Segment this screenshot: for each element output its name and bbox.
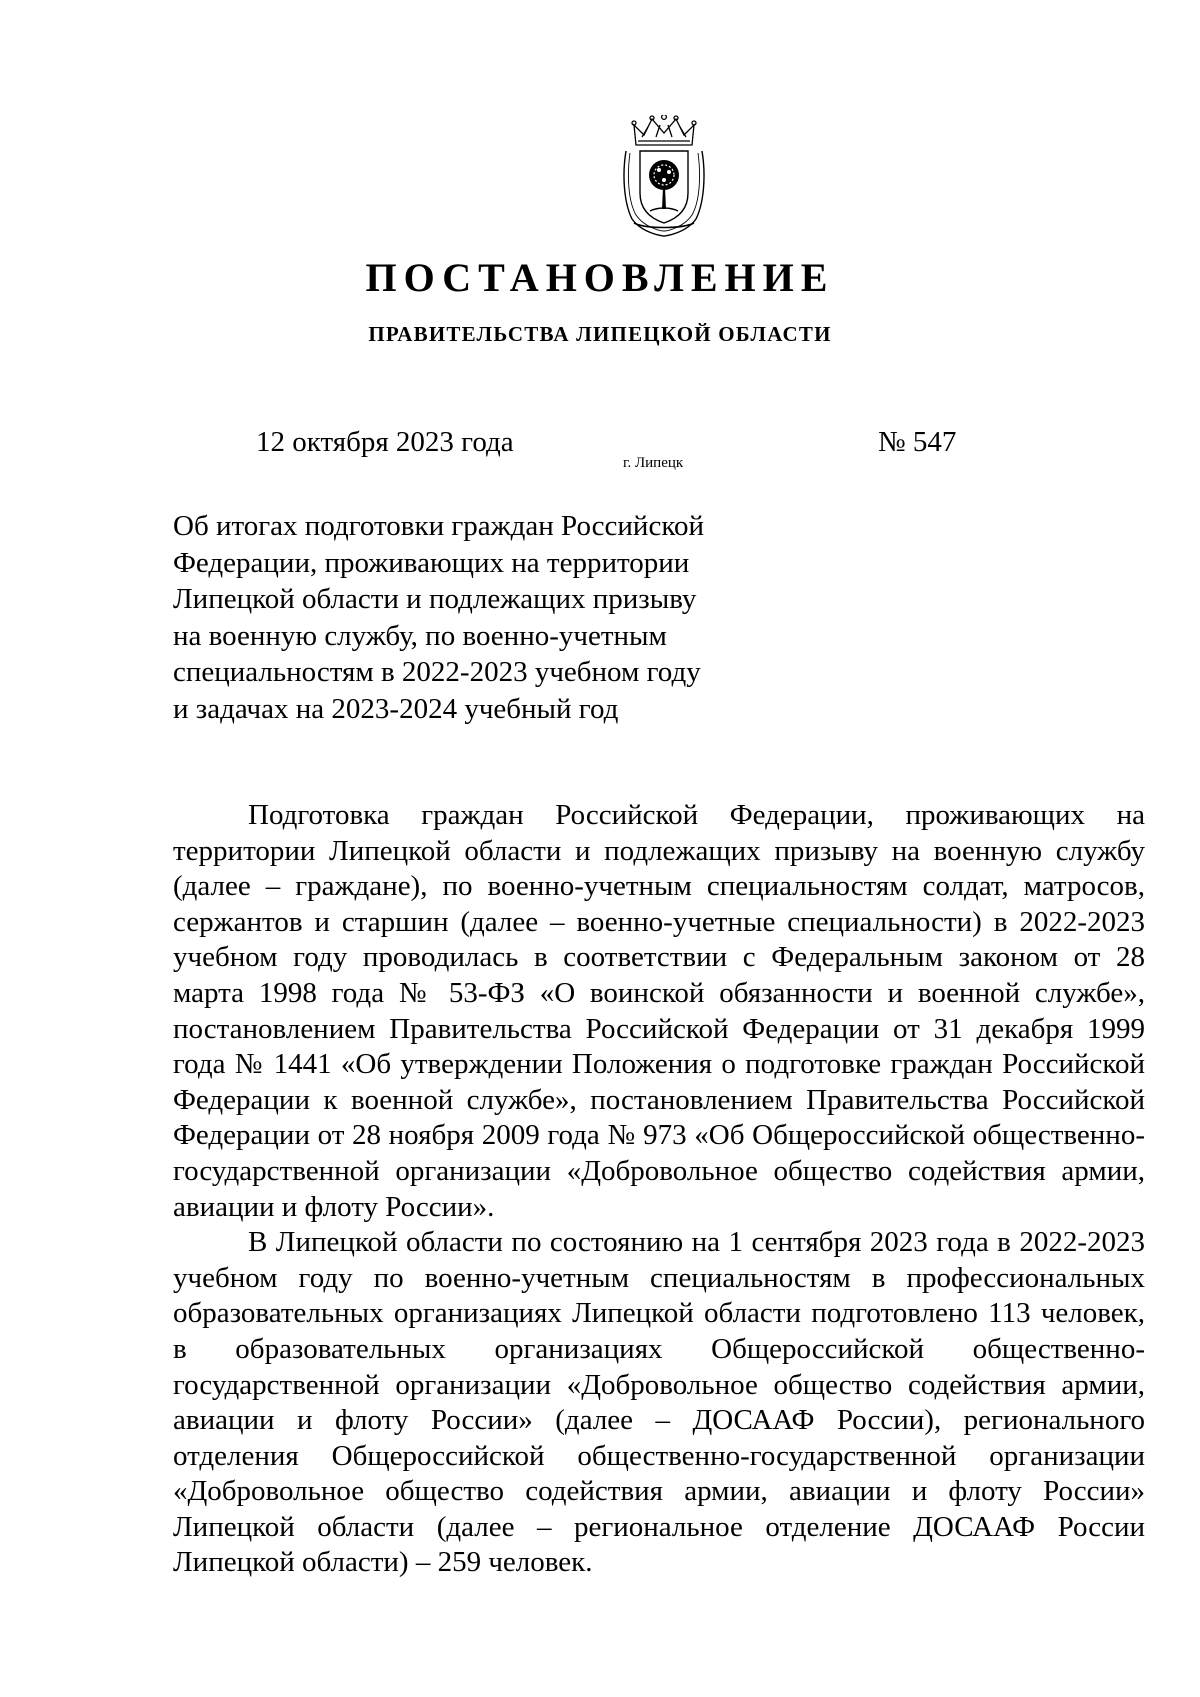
document-type-heading: ПОСТАНОВЛЕНИЕ [365, 255, 835, 300]
body-paragraph: В Липецкой области по состоянию на 1 сентября 2023 года в 2022-2023 учебном году по военно-учетным специальностям в профессиональных образовательных организациях Липецкой области подготовлено 113 человек, в образовательных организациях Общероссийской общественно-государственной организации «Добровольное общество содействия армии, авиации и флоту России» (далее – ДОСААФ России), регионального отделения Общероссийской общественно-государственной организации «Добровольное общество содействия армии, авиации и флоту России» Липецкой области (далее – региональное отделение ДОСААФ России Липецкой области) – 259 человек. [173, 1226, 1145, 1579]
document-body [173, 798, 1145, 1581]
issuer-heading: ПРАВИТЕЛЬСТВА ЛИПЕЦКОЙ ОБЛАСТИ [368, 322, 832, 346]
document-number: № 547 [878, 426, 957, 458]
title-line: на военную службу, по военно-учетным [173, 619, 667, 652]
document-city: г. Липецк [623, 455, 684, 471]
document-title [173, 508, 713, 727]
title-line: Об итогах подготовки граждан Российской [173, 510, 704, 542]
title-line: специальностям в 2022-2023 учебном году [173, 656, 701, 688]
document-date: 12 октября 2023 года [256, 426, 514, 458]
lipetsk-oblast-coat-of-arms-icon [618, 115, 710, 237]
title-line: Федерации, проживающих на территории [173, 546, 690, 579]
title-line: и задачах на 2023-2024 учебный год [173, 692, 619, 725]
body-paragraph: Подготовка граждан Российской Федерации, проживающих на территории Липецкой области и подлежащих призыву на военную службу (далее – граждане), по военно-учетным специальностям солдат, матросов, сержантов и старшин (далее – военно-учетные специальности) в 2022-2023 учебном году проводилась в соответствии с Федеральным законом от 28 марта 1998 года № 53-ФЗ «О воинской обязанности и военной службе», постановлением Правительства Российской Федерации от 31 декабря 1999 года № 1441 «Об утверждении Положения о подготовке граждан Российской Федерации к военной службе», постановлением Правительства Российской Федерации от 28 ноября 2009 года № 973 «Об Общероссийской общественно-государственной организации «Добровольное общество содействия армии, авиации и флоту России». [173, 799, 1145, 1223]
title-line: Липецкой области и подлежащих призыву [173, 583, 697, 615]
